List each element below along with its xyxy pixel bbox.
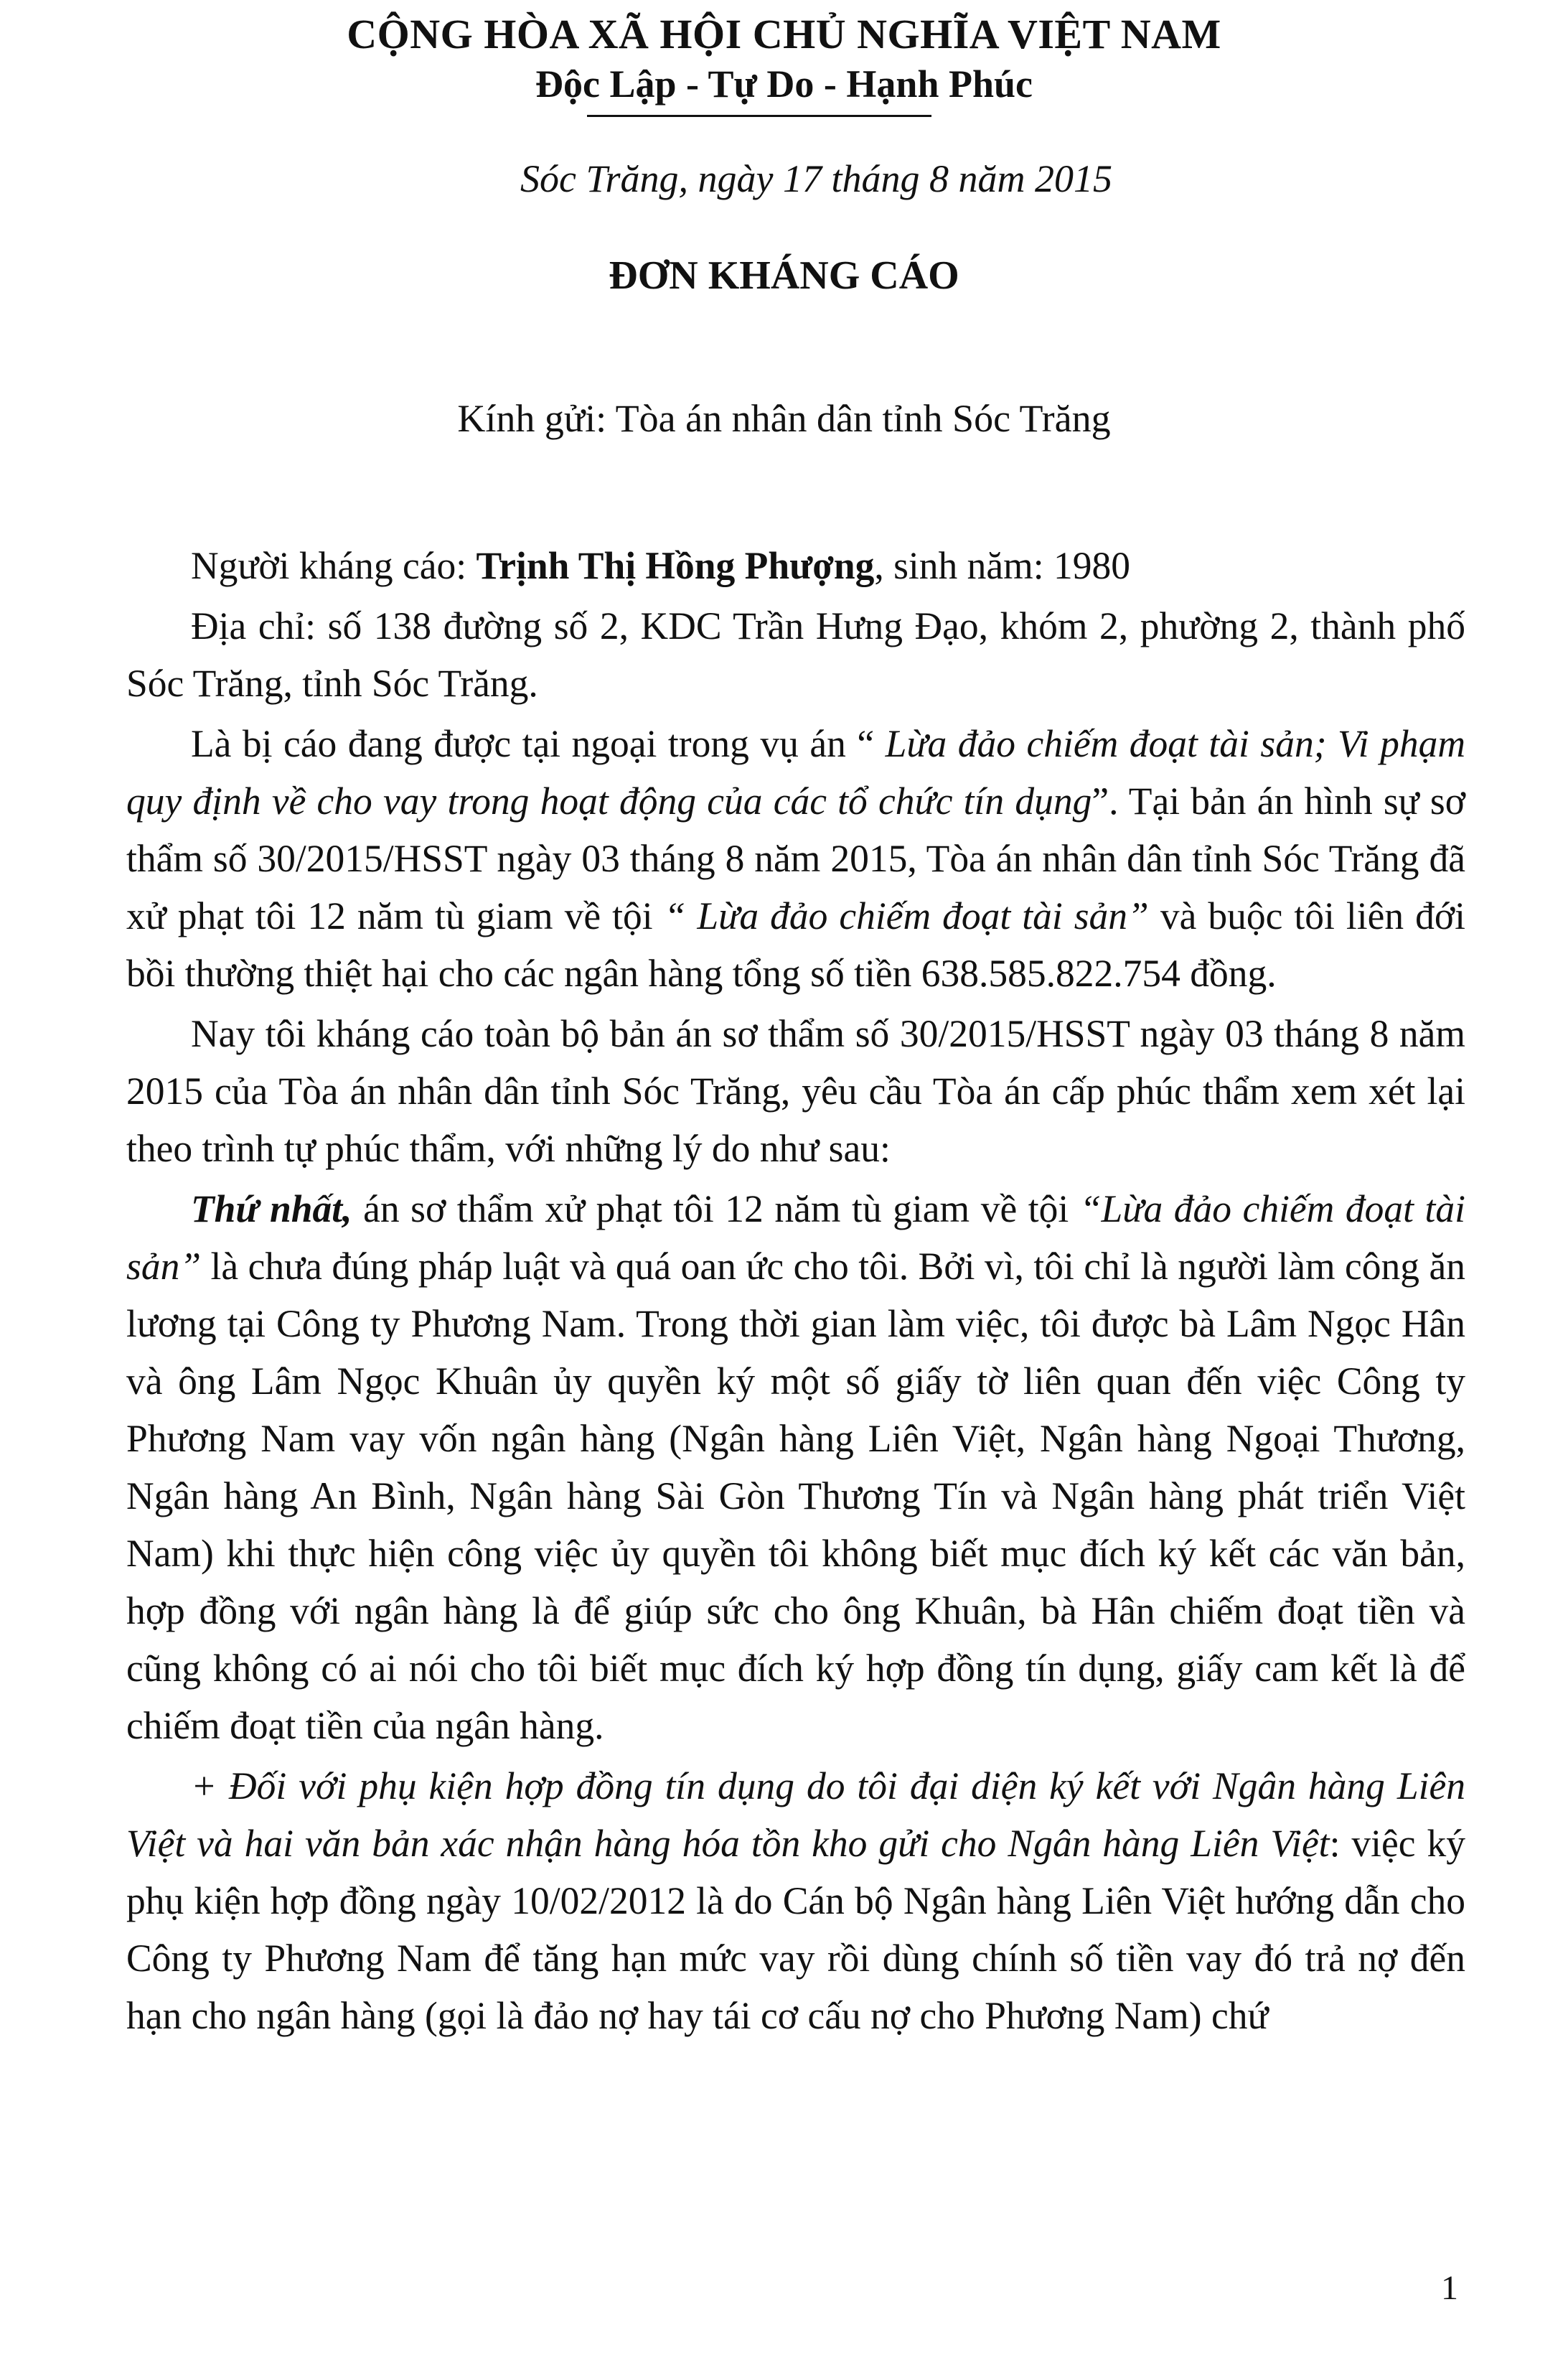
appellant-birth: , sinh năm: 1980	[874, 544, 1131, 587]
place-and-date: Sóc Trăng, ngày 17 tháng 8 năm 2015	[520, 157, 1113, 200]
recipient-line: Kính gửi: Tòa án nhân dân tỉnh Sóc Trăng	[457, 397, 1111, 440]
page-number: 1	[1441, 2269, 1458, 2307]
motto-underline	[587, 115, 931, 117]
document-title: ĐƠN KHÁNG CÁO	[609, 253, 959, 298]
paragraph-appeal	[126, 1005, 1465, 1177]
first-reason-text-a: án sơ thẩm xử phạt tôi 12 năm tù giam về tội	[352, 1187, 1080, 1230]
paragraph-case	[126, 715, 1465, 1002]
appeal-text: Nay tôi kháng cáo toàn bộ bản án sơ thẩm số 30/2015/HSST ngày 03 tháng 8 năm 2015 của Tòa án nhân dân tỉnh Sóc Trăng, yêu cầu Tòa án cấp phúc thẩm xem xét lại theo trình tự phúc thẩm, với những lý do như sau:	[126, 1012, 1465, 1170]
address-paragraph	[126, 597, 1465, 712]
paragraph-first-reason	[126, 1180, 1465, 1754]
lienviet-text: : việc ký phụ kiện hợp đồng ngày 10/02/2012 là do Cán bộ Ngân hàng Liên Việt hướng dẫn cho Công ty Phương Nam để tăng hạn mức vay rồi dùng chính số tiền vay đó trả nợ đến hạn cho ngân hàng (gọi là đảo nợ hay tái cơ cấu nợ cho Phương Nam) chứ	[126, 1822, 1465, 2037]
case-verdict-text: ”. Tại bản án hình sự sơ thẩm số 30/2015/HSST ngày 03 tháng 8 năm 2015, Tòa án nhân dân tỉnh Sóc Trăng đã xử phạt tôi 12 năm tù giam về tội	[126, 780, 1465, 937]
address-text: Địa chỉ: số 138 đường số 2, KDC Trần Hưng Đạo, khóm 2, phường 2, thành phố Sóc Trăng, tỉnh Sóc Trăng.	[126, 604, 1465, 705]
first-reason-crime: “Lừa đảo chiếm đoạt tài sản”	[126, 1187, 1466, 1288]
national-motto: Độc Lập - Tự Do - Hạnh Phúc	[535, 62, 1033, 106]
case-damages-text: và buộc tôi liên đới bồi thường thiệt hại cho các ngân hàng tổng số tiền 638.585.822.754 đồng.	[126, 894, 1465, 995]
case-intro-text: Là bị cáo đang được tại ngoại trong vụ án “	[191, 722, 886, 765]
case-charges-text: Lừa đảo chiếm đoạt tài sản; Vi phạm quy định về cho vay trong hoạt động của các tổ chức tín dụng	[126, 722, 1465, 823]
paragraph-lienviet	[126, 1757, 1465, 2044]
lienviet-heading: + Đối với phụ kiện hợp đồng tín dụng do tôi đại diện ký kết với Ngân hàng Liên Việt và hai văn bản xác nhận hàng hóa tồn kho gửi cho Ngân hàng Liên Việt	[126, 1764, 1465, 1865]
appellant-label: Người kháng cáo:	[191, 544, 476, 587]
appellant-line	[126, 537, 1465, 594]
document-body	[126, 537, 1465, 2044]
appellant-name: Trịnh Thị Hồng Phượng	[476, 544, 875, 587]
first-reason-text-b: là chưa đúng pháp luật và quá oan ức cho tôi. Bởi vì, tôi chỉ là người làm công ăn lương tại Công ty Phương Nam. Trong thời gian làm việc, tôi được bà Lâm Ngọc Hân và ông Lâm Ngọc Khuân ủy quyền ký một số giấy tờ liên quan đến việc Công ty Phương Nam vay vốn ngân hàng (Ngân hàng Liên Việt, Ngân hàng Ngoại Thương, Ngân hàng An Bình, Ngân hàng Sài Gòn Thương Tín và Ngân hàng phát triển Việt Nam) khi thực hiện công việc ủy quyền tôi không biết mục đích ký kết các văn bản, hợp đồng với ngân hàng là để giúp sức cho ông Khuân, bà Hân chiếm đoạt tiền và cũng không có ai nói cho tôi biết mục đích ký hợp đồng tín dụng, giấy cam kết là để chiếm đoạt tiền của ngân hàng.	[126, 1245, 1465, 1747]
country-name-heading: CỘNG HÒA XÃ HỘI CHỦ NGHĨA VIỆT NAM	[347, 11, 1221, 57]
case-crime-text: “ Lừa đảo chiếm đoạt tài sản”	[664, 894, 1149, 937]
first-reason-lead: Thứ nhất,	[191, 1187, 352, 1230]
